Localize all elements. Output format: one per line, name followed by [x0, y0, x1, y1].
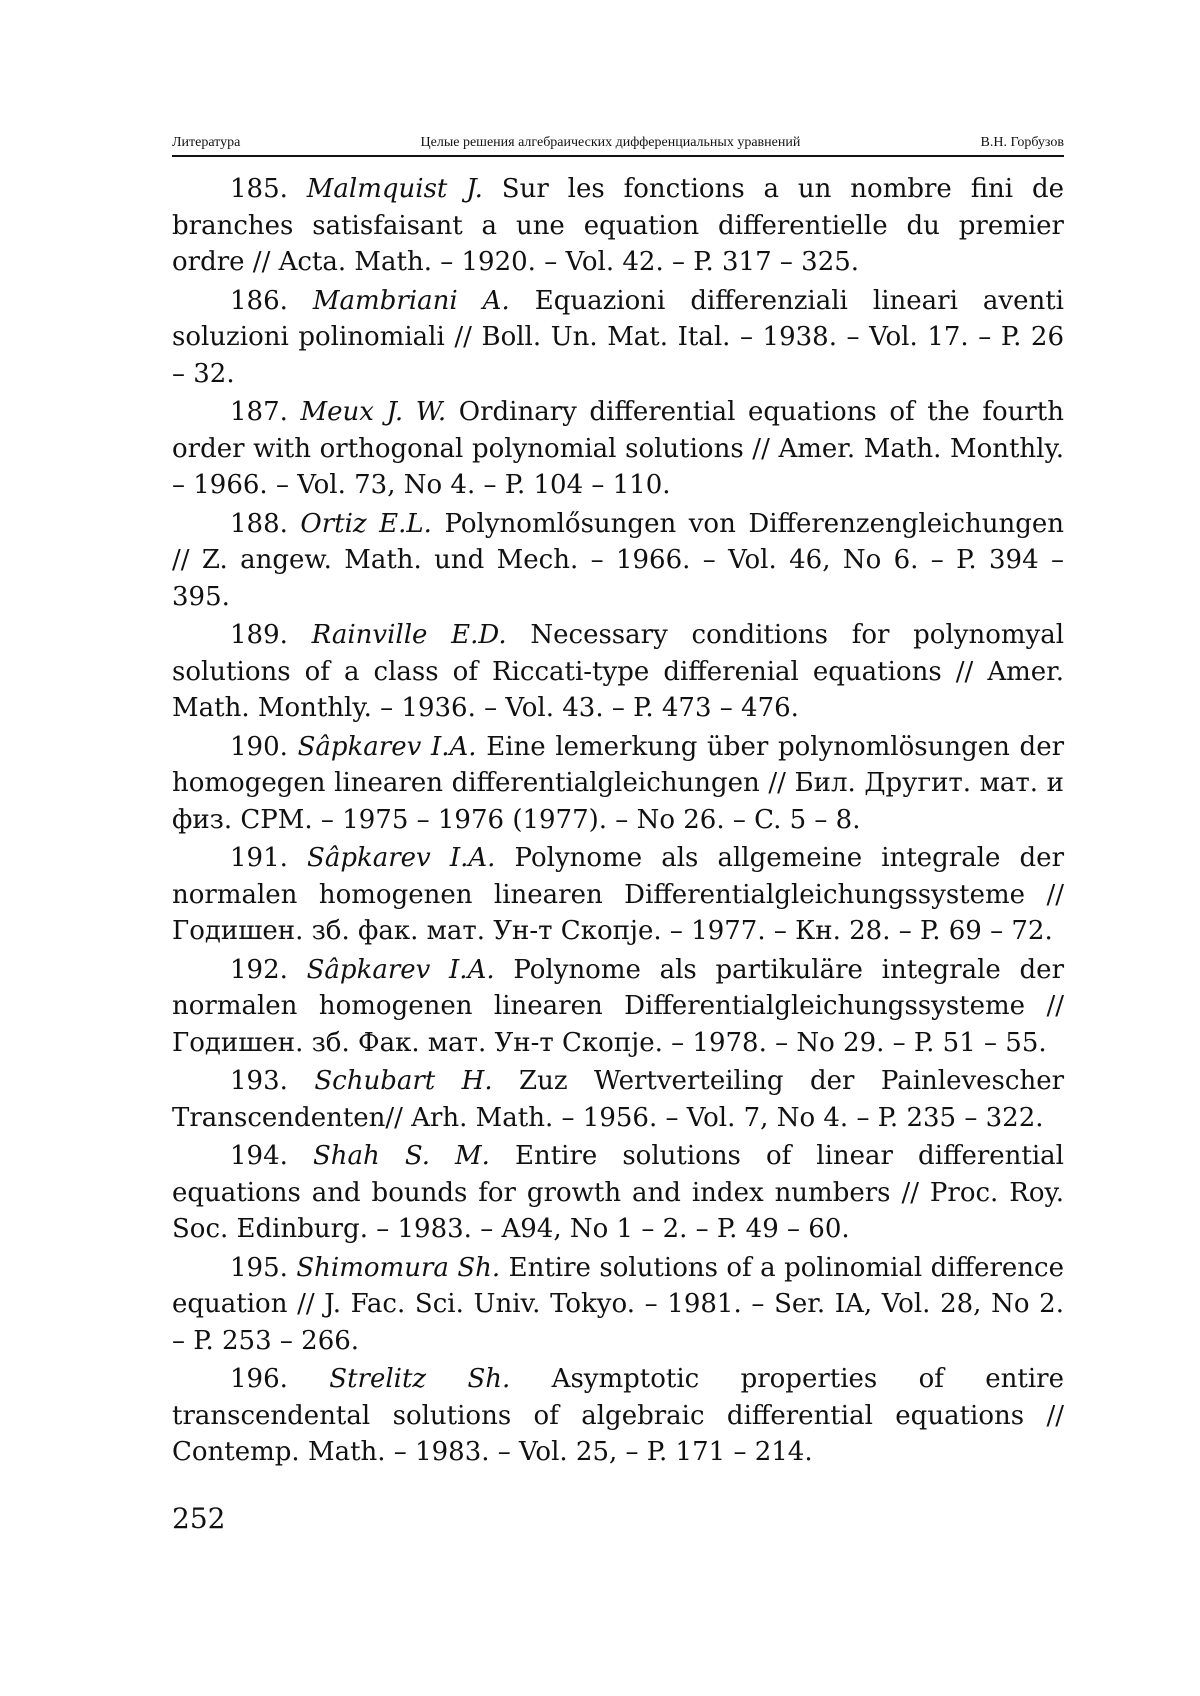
reference-number: 191. — [230, 843, 308, 873]
reference-number: 196. — [230, 1364, 330, 1394]
reference-number: 187. — [230, 397, 301, 427]
reference-text: Eine lemerkung über polynomlösungen der homogegen linearen differentialgleichungen // Бил. Другит. мат. и физ. СРМ. – 1975 – 1976 (1977). – No 26. – C. 5 – 8. — [172, 731, 1065, 835]
running-header — [172, 134, 1064, 157]
reference-item-193 — [172, 1063, 1064, 1136]
page-body — [172, 134, 1064, 1473]
reference-item-196 — [172, 1361, 1064, 1471]
reference-item-186 — [172, 283, 1064, 393]
header-author: В.Н. Горбузов — [980, 135, 1064, 150]
reference-item-191 — [172, 840, 1064, 950]
reference-text: Necessary conditions for polynomyal solutions of a class of Riccati-type differenial equations // Amer. Math. Monthly. – 1936. – Vol. 43. – P. 473 – 476. — [172, 620, 1065, 723]
reference-text: Ordinary differential equations of the fourth order with orthogonal polynomial solutions // Amer. Math. Monthly. – 1966. – Vol. 73, No 4. – P. 104 – 110. — [172, 397, 1064, 500]
reference-author: Sâpkarev I.A. — [307, 843, 496, 873]
reference-number: 194. — [230, 1141, 313, 1171]
reference-number: 192. — [230, 954, 307, 985]
reference-author: Sâpkarev I.A. — [306, 954, 495, 985]
reference-author: Ortiz E.L. — [300, 508, 432, 539]
reference-author: Shimomura Sh. — [296, 1252, 501, 1283]
reference-author: Rainville E.D. — [311, 620, 507, 650]
reference-author: Schubart H. — [314, 1066, 493, 1096]
reference-text: Polynome als partikuläre integrale der normalen homogenen linearen Differentialgleichungssysteme // Годишен. зб. Фак. мат. Ун-т Скопје. – 1978. – No 29. – P. 51 – 55. — [172, 954, 1064, 1058]
reference-number: 190. — [230, 731, 298, 762]
header-book-title: Целые решения алгебраических дифференциальных уравнений — [420, 135, 801, 150]
header-section-title: Литература — [172, 135, 241, 150]
reference-text: Zuz Wertverteiling der Painlevescher Transcendenten// Arh. Math. – 1956. – Vol. 7, No 4. – P. 235 – 322. — [172, 1066, 1065, 1133]
reference-author: Sâpkarev I.A. — [297, 731, 477, 762]
reference-text: Asymptotic properties of entire transcendental solutions of algebraic differential equations // Contemp. Math. – 1983. – Vol. 25, – P. 171 – 214. — [172, 1364, 1064, 1467]
reference-item-190 — [172, 729, 1064, 839]
reference-item-187 — [172, 394, 1064, 504]
reference-author: Mambriani A. — [312, 285, 510, 316]
reference-number: 195. — [230, 1252, 297, 1283]
reference-item-185 — [172, 171, 1064, 281]
reference-text: Sur les fonctions a un nombre fini de branches satisfaisant a une equation differentielle du premier ordre // Acta. Math. – 1920. – Vol. 42. – P. 317 – 325. — [172, 174, 1065, 277]
reference-text: Entire solutions of linear differential equations and bounds for growth and index numbers // Proc. Roy. Soc. Edinburg. – 1983. – A94, No 1 – 2. – P. 49 – 60. — [172, 1141, 1065, 1244]
reference-text: Equazioni differenziali lineari aventi soluzioni polinomiali // Boll. Un. Mat. Ital. – 1938. – Vol. 17. – P. 26 – 32. — [172, 285, 1065, 389]
reference-text: Entire solutions of a polinomial difference equation // J. Fac. Sci. Univ. Tokyo. – 1981. – Ser. IA, Vol. 28, No 2. – P. 253 – 266. — [172, 1252, 1064, 1356]
reference-item-188 — [172, 506, 1064, 616]
reference-item-194 — [172, 1138, 1064, 1248]
reference-list — [172, 171, 1064, 1471]
reference-item-189 — [172, 617, 1064, 727]
reference-text: Polynome als allgemeine integrale der normalen homogenen linearen Differentialgleichungssysteme // Годишен. зб. фак. мат. Ун-т Скопје. – 1977. – Кн. 28. – P. 69 – 72. — [172, 843, 1065, 946]
reference-number: 186. — [230, 285, 313, 316]
page-number: 252 — [172, 1502, 226, 1535]
reference-number: 185. — [230, 174, 307, 204]
reference-author: Strelitz Sh. — [329, 1364, 511, 1394]
reference-number: 193. — [230, 1066, 315, 1096]
reference-author: Shah S. M. — [312, 1141, 490, 1171]
reference-item-192 — [172, 952, 1064, 1062]
reference-text: Polynomlősungen von Differenzengleichungen // Z. angew. Math. und Mech. – 1966. – Vol. 46, No 6. – P. 394 – 395. — [172, 508, 1064, 612]
reference-number: 188. — [230, 508, 301, 539]
reference-item-195 — [172, 1250, 1064, 1360]
reference-author: Meux J. W. — [300, 397, 447, 427]
reference-number: 189. — [230, 620, 312, 650]
reference-author: Malmquist J. — [306, 174, 483, 204]
